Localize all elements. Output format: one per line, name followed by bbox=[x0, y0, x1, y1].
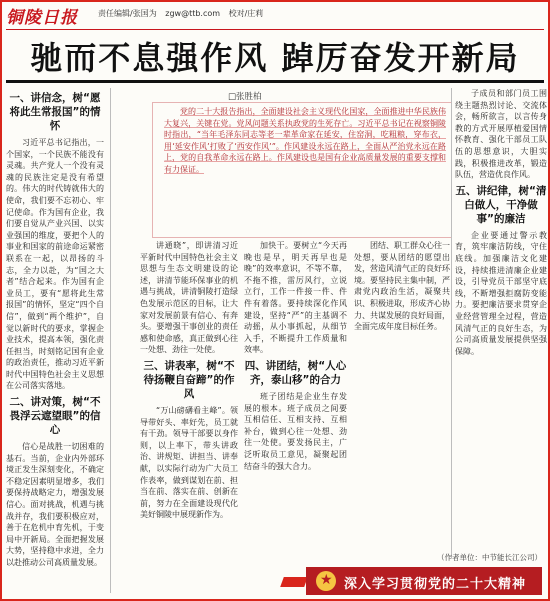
section-heading-1: 一、讲信念，树“愿将此生常报国”的情怀 bbox=[9, 92, 101, 132]
party-emblem-icon bbox=[316, 571, 336, 591]
banner-text: 深入学习贯彻党的二十大精神 bbox=[344, 577, 527, 592]
column-2-body: 讲通晓”，即讲清习近平新时代中国特色社会主义思想与生态文明建设的论述，讲清节能环保事业的机遇与挑战，讲清铜陵打造绿色发展示范区的目标，让大家对发展前景有信心、有奔头。要增强干事创业的责任感和使命感，真正做到心往一处想、劲往一处使。 bbox=[140, 241, 238, 355]
section-body-5: 企业要通过警示教育，筑牢廉洁防线，守住底线。加强廉洁文化建设，持续推进清廉企业建设，引导党员干部坚守底线，不断增强拒腐防变能力。要把廉洁要求贯穿企业经营管理全过程，营造风清气正的良好生态，为公司高质量发展提供坚强保障。 bbox=[455, 230, 547, 356]
section-body-2: 信心是战胜一切困难的基石。当前，企业内外部环境正发生深刻变化，不确定不稳定因素明显增多，我们要保持战略定力，增强发展信心。面对挑战，机遇与挑战并存，我们要积极应对，善于在危机中育先机，于变局中开新局。全面把握发展大势，坚持稳中求进，全力以赴推动公司高质量发展。 bbox=[6, 442, 104, 567]
article-byline: □张胜柏 bbox=[228, 92, 262, 102]
column-4 bbox=[354, 240, 450, 592]
study-banner bbox=[306, 567, 542, 595]
page-header bbox=[2, 2, 548, 28]
column-5 bbox=[455, 88, 547, 593]
author-affiliation: （作者单位：中节能长江公司） bbox=[437, 553, 542, 562]
headline-divider bbox=[6, 80, 544, 83]
intro-box bbox=[164, 106, 446, 232]
column-3-body: 加快干。要树立“今天再晚也是早，明天再早也是晚”的效率意识，不等不靠，不拖不推，雷厉风行，立说立行，工作一件接一件、件件有着落。要持续深化作风建设，坚持“严”的主基调不动摇，从小事抓起，从细节入手，不断提升工作质量和效率。 bbox=[244, 241, 347, 355]
section-body-3: “万山磅礴看主峰”。领导带好头、率好先，员工就有干劲。领导干部要以身作则，以上率下，带头讲政治、讲规矩、讲担当、讲奉献，以实际行动为广大员工作表率，做到谋划在前、担当在前、落实在前、创新在前，努力在全面建设现代化美好铜陵中展现新作为。 bbox=[140, 405, 238, 520]
section-heading-4: 四、讲团结，树“人心齐，泰山移”的合力 bbox=[244, 359, 347, 386]
section-body-4: 班子团结是企业生存发展的根本。班子成员之间要互相信任、互相支持、互相补台，做到心往一处想、劲往一处使。要发扬民主，广泛听取员工意见，凝聚起团结奋斗的强大合力。 bbox=[244, 391, 347, 471]
article-headline: 驰而不息强作风 踔厉奋发开新局 bbox=[30, 39, 520, 77]
header-divider bbox=[6, 29, 544, 30]
column-5-body: 子成员和部门员工围绕主题热烈讨论、交流体会，畅所欲言，以言传身教的方式开展厚植爱国情怀教育、强化干部员工队伍的思想意识，大胆实践，积极推进改革，锻造队伍，营造优良作风。 bbox=[455, 89, 547, 180]
column-2 bbox=[140, 240, 238, 592]
column-4-body: 团结、职工群众心往一处想，要从团结的愿望出发，营造风清气正的良好环境。要坚持民主集中制，严肃党内政治生活，凝聚共识、积极进取，形成齐心协力、共谋发展的良好局面，全面完成年度目标任务。 bbox=[354, 241, 450, 332]
column-1 bbox=[6, 88, 104, 593]
ribbon-decoration bbox=[280, 577, 308, 587]
editor-info bbox=[98, 8, 269, 19]
editor-label: 责任编辑/张国为 bbox=[98, 9, 157, 18]
section-heading-2: 二、讲对策，树“不畏浮云遮望眼”的信心 bbox=[9, 396, 101, 437]
column-3 bbox=[244, 240, 347, 592]
section-heading-3: 三、讲表率，树“不待扬鞭自奋蹄”的作风 bbox=[143, 359, 235, 400]
section-heading-5: 五、讲纪律，树“清白做人，干净做事”的廉洁 bbox=[455, 184, 547, 225]
intro-paragraph: 党的二十大报告指出，全面建设社会主义现代化国家，全面推进中华民族伟大复兴，关键在党。党风问题关系执政党的生死存亡。习近平总书记在视察铜陵时指出，“当年毛泽东同志等老一辈革命家在延安，住窑洞，吃粗粮，穿布衣，用‘延安作风’打败了‘西安作风’”。作风建设永远在路上，全面从严治党永远在路上，党的自我革命永远在路上。作风建设也是国有企业高质量发展的重要支撑和有力保证。 bbox=[164, 107, 446, 174]
masthead-logo: 铜陵日报 bbox=[6, 8, 78, 28]
section-body-1: 习近平总书记指出，一个国家，一个民族不能没有灵魂。共产党人一个没有灵魂的民族注定是没有希望的。伟大的时代铸就伟大的使命，我们要不忘初心、牢记使命。作为国有企业，我们要自觉从产业兴国、以实业强国的维度，要把个人的事业和国家的前途命运紧密联系在一起，以昂扬的斗志，全力以赴，为“国之大者”结合起来。作为国有企业员工，要有“愿将此生常报国”的情怀，坚定“四个自信”，做到“两个维护”，自觉以新时代的要求，掌握企业技术，提高本领，强化责任担当，时刻铭记国有企业的政治责任，推动习近平新时代中国特色社会主义思想在公司落实落地。 bbox=[6, 138, 104, 391]
proofreader-label: 校对/庄莉 bbox=[228, 9, 264, 18]
column-divider bbox=[451, 88, 452, 558]
editor-email: zgw@ttb.com bbox=[165, 9, 221, 18]
column-divider bbox=[110, 88, 111, 593]
